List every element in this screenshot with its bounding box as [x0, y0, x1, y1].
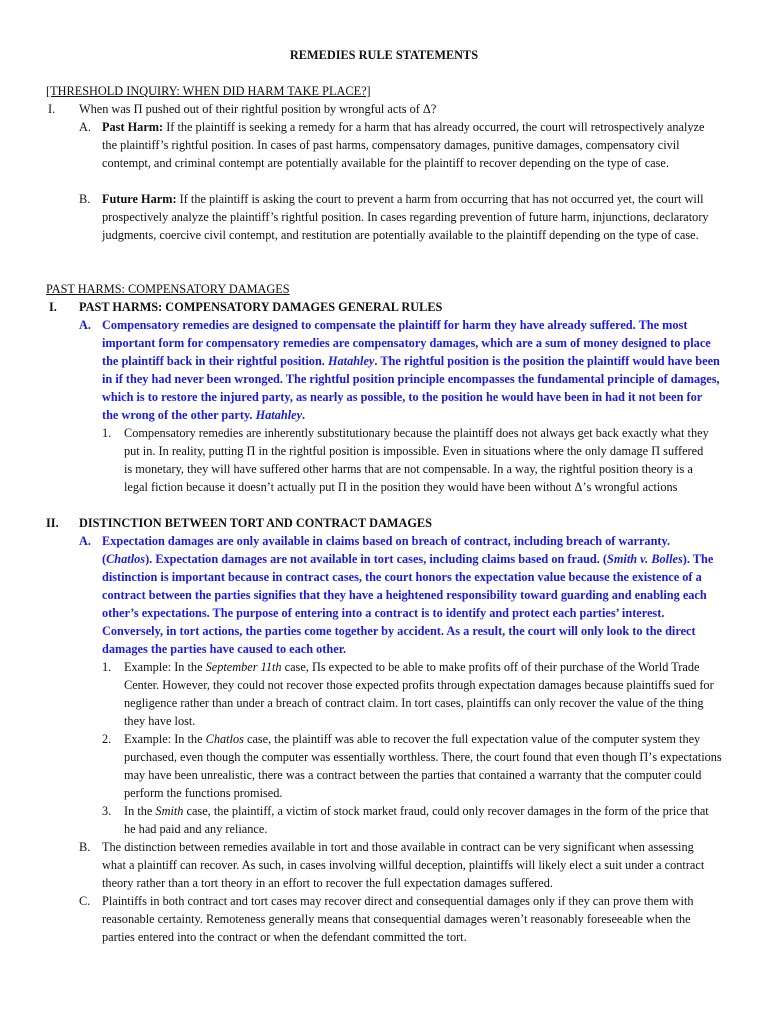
expectation-text-1: Expectation damages are only available in claims based on breach of contract, including breach of warranty. (: [102, 534, 671, 566]
case-chatlos: Chatlos: [106, 552, 146, 566]
future-harm-paragraph: [102, 190, 718, 244]
past-iib-marker: B.: [79, 840, 91, 854]
past-i-heading: PAST HARMS: COMPENSATORY DAMAGES GENERAL RULES: [79, 300, 443, 314]
future-harm-text: If the plaintiff is asking the court to prevent a harm from occurring that has not occurred yet, the court will prospectively analyze the plaintiff’s rightful position. In cases regarding prevention of future harm, injunctions, declaratory judgments, coercive civil contempt, and restitution are potentially available to the plaintiff depending on the type of case.: [102, 192, 709, 242]
past-harm-text: If the plaintiff is seeking a remedy for a harm that has already occurred, the court will retrospectively analyze the plaintiff’s rightful position. In cases of past harms, compensatory damages, punitive damages, compensatory civil contempt, and criminal contempt are potentially available for the plaintiff to recover depending on the type of case.: [102, 120, 705, 170]
example-chatlos-paragraph: [124, 730, 724, 802]
tort-contract-distinction-paragraph: The distinction between remedies available in tort and those available in contract can be very significant when assessing what a plaintiff can recover. As such, in cases involving willful deception, plaintiffs will likely elect a suit under a contract theory rather than a tort theory in an effort to recover the full expectation damages suffered.: [102, 840, 705, 890]
ex3-marker: 3.: [102, 804, 112, 818]
past-i-marker: I.: [49, 300, 57, 314]
ex2-text-2: case, the plaintiff was able to recover the full expectation value of the computer system they purchased, even though the computer was essentially worthless. There, the court found that even though Π’s expectations may have been unrealistic, there was a contract between the parties that contained a warranty that the computer could perform the functions promised.: [124, 732, 722, 800]
compensatory-text-2: . The rightful position is the position the plaintiff would have been in if they had never been wronged. The rightful position principle encompasses the fundamental principle of damages, which is to restore the injured party, as nearly as possible, to the position he would have been in had it not been for the wrong of the other party.: [102, 354, 720, 422]
ex2-marker: 2.: [102, 732, 112, 746]
past-ii-marker: II.: [46, 516, 59, 530]
past-harms-heading: PAST HARMS: COMPENSATORY DAMAGES: [46, 282, 290, 296]
ex3-text-2: case, the plaintiff, a victim of stock market fraud, could only recover damages in the form of the price that he had paid and any reliance.: [124, 804, 709, 836]
past-a-marker: A.: [79, 318, 91, 332]
past-ii-heading: DISTINCTION BETWEEN TORT AND CONTRACT DAMAGES: [79, 516, 432, 530]
case-smith: Smith: [155, 804, 184, 818]
ex2-text-1: Example: In the: [124, 732, 206, 746]
ex1-text-1: Example: In the: [124, 660, 206, 674]
reasonable-certainty-paragraph: Plaintiffs in both contract and tort cases may recover direct and consequential damages only if they can prove them with reasonable certainty. Remoteness generally means that consequential damages weren’t reasonably foreseeable when the parties entered into the contract or when the defendant committed the tort.: [102, 894, 694, 944]
expectation-damages-paragraph: [102, 532, 720, 658]
threshold-i-marker: I.: [48, 102, 56, 116]
ex1-marker: 1.: [102, 660, 112, 674]
past-iia-marker: A.: [79, 534, 91, 548]
example-september-11-paragraph: [124, 658, 716, 730]
case-hatahley-2: Hatahley: [255, 408, 303, 422]
past-harm-label: Past Harm:: [102, 120, 164, 134]
threshold-b-marker: B.: [79, 192, 91, 206]
case-september-11th: September 11th: [205, 660, 282, 674]
case-chatlos-example: Chatlos: [205, 732, 244, 746]
ex3-text-1: In the: [124, 804, 156, 818]
threshold-i-text: When was Π pushed out of their rightful position by wrongful acts of Δ?: [79, 102, 437, 116]
compensatory-text-1: Compensatory remedies are designed to compensate the plaintiff for harm they have already suffered. The most important form for compensatory remedies are compensatory damages, which are a sum of money designed to place the plaintiff back in their rightful position.: [102, 318, 711, 368]
threshold-heading: [THRESHOLD INQUIRY: WHEN DID HARM TAKE PLACE?]: [46, 84, 371, 98]
document-title: REMEDIES RULE STATEMENTS: [289, 48, 479, 62]
past-iic-marker: C.: [79, 894, 91, 908]
expectation-text-2: ). Expectation damages are not available in tort cases, including claims based on fraud. (: [145, 552, 608, 566]
expectation-text-3: ). The distinction is important because in contract cases, the court honors the expectation value because the existence of a contract between the parties signifies that they have a heightened responsibility toward guarding and enabling each other’s expectations. The purpose of entering into a contract is to identify and protect each parties’ interest. Conversely, in tort actions, the parties come together by accident. As a result, the court will only look to the direct damages the parties have caused to each other.: [102, 552, 714, 656]
example-smith-paragraph: [124, 802, 714, 838]
past-harm-paragraph: [102, 118, 718, 172]
past-a1-marker: 1.: [102, 426, 112, 440]
compensatory-text-3: .: [302, 408, 306, 422]
threshold-a-marker: A.: [79, 120, 91, 134]
substitutionary-paragraph: Compensatory remedies are inherently substitutionary because the plaintiff does not always get back exactly what they put in. In reality, putting Π in the rightful position is impossible. Even in situations where the only damage Π suffered is monetary, they will have suffered other harms that are not compensable. In a way, the rightful position theory is a legal fiction because it doesn’t actually put Π in the position they would have been without Δ’s wrongful actions: [124, 426, 709, 494]
case-smith-v-bolles: Smith v. Bolles: [607, 552, 683, 566]
future-harm-label: Future Harm:: [102, 192, 177, 206]
case-hatahley-1: Hatahley: [327, 354, 375, 368]
ex1-text-2: case, Πs expected to be able to make profits off of their purchase of the World Trade Center. However, they could not recover those expected profits through expectation damages because plaintiffs sued for negligence rather than under a breach of contract claim. In tort cases, plaintiffs can only recover the value of the thing they have lost.: [124, 660, 714, 728]
compensatory-remedies-paragraph: [102, 316, 720, 424]
